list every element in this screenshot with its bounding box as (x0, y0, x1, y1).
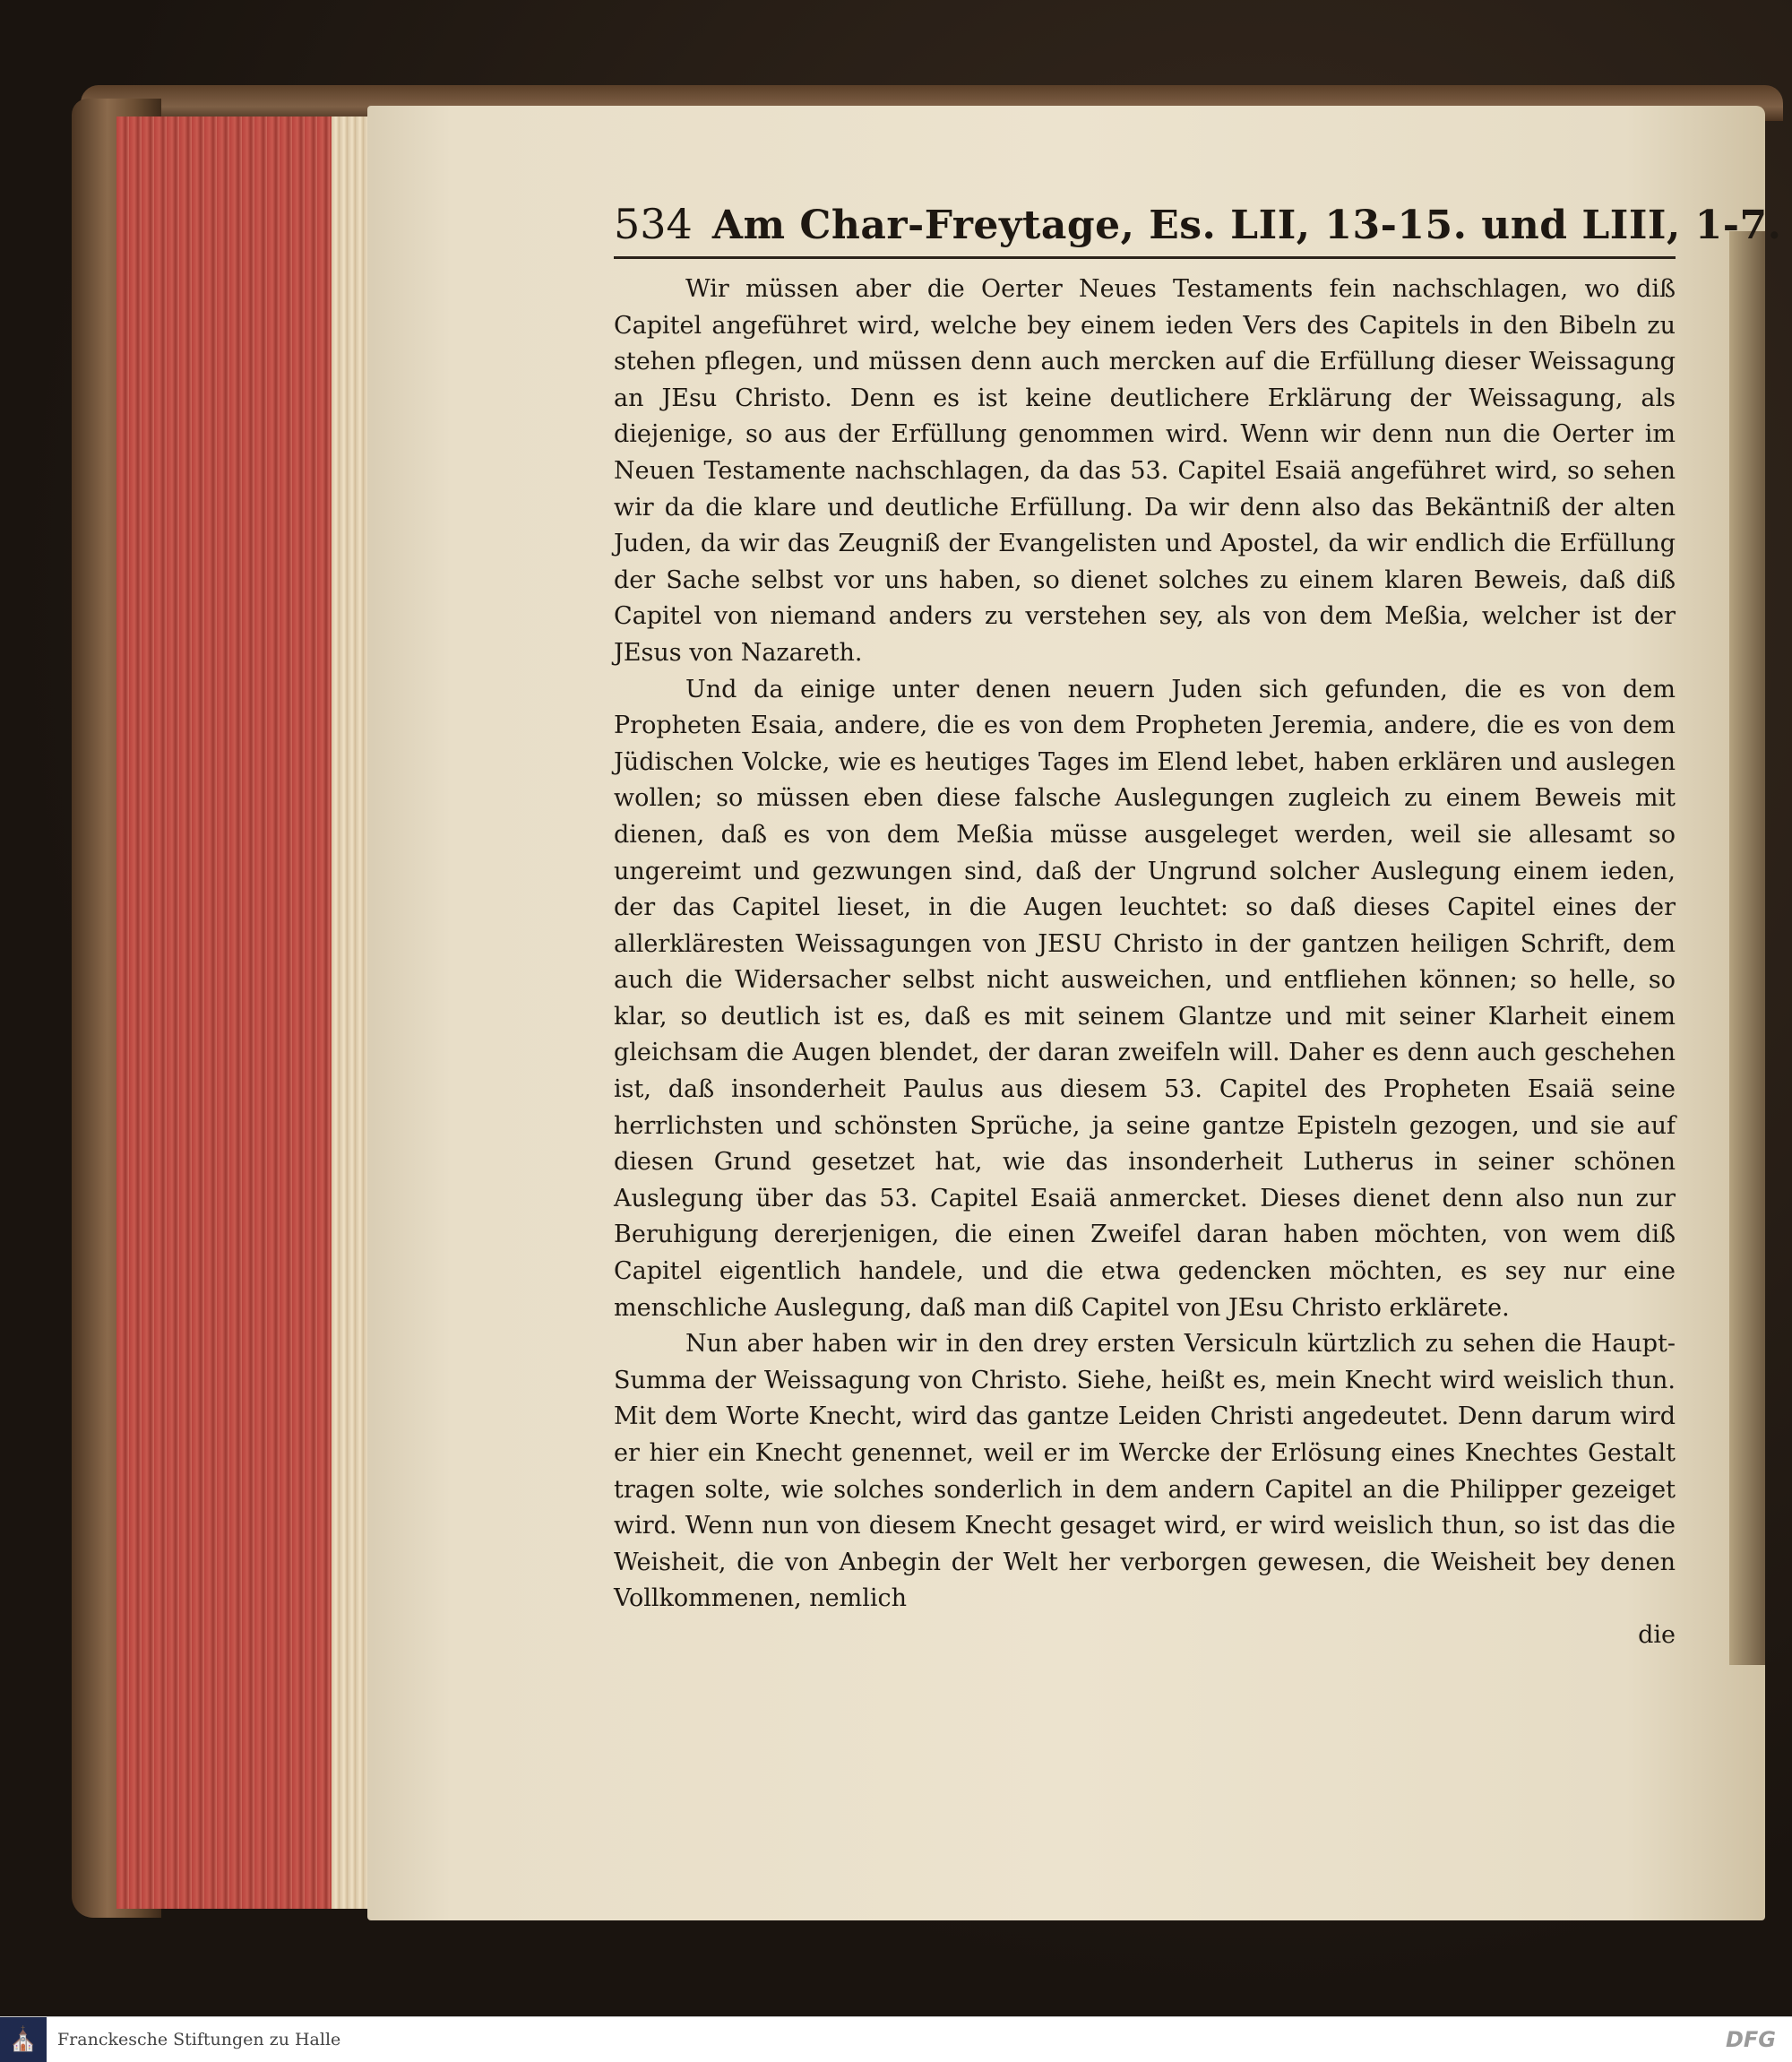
dfg-badge: DFG (1725, 2027, 1776, 2052)
running-title: Am Char-Freytage, Es. LII, 13-15. und LIII, 1-7. (711, 203, 1782, 248)
page-edges-red (116, 116, 385, 1909)
paragraph-3: Nun aber haben wir in den drey ersten Versiculn kürtzlich zu sehen die Haupt-Summa der Weissagung von Christo. Siehe, heißt es, mein Knecht wird weislich thun. Mit dem Worte Knecht, wird das gantze Leiden Christi angedeutet. Denn darum wird er hier ein Knecht genennet, weil er im Wercke der Erlösung eines Knechtes Gestalt tragen solte, wie solches sonderlich in dem andern Capitel an die Philipper gezeiget wird. Wenn nun von diesem Knecht gesaget wird, er wird weislich thun, so ist das die Weisheit, die von Anbegin der Welt her verborgen gewesen, die Weisheit bey denen Vollkommenen, nemlich (614, 1330, 1676, 1613)
institution-logo (0, 2017, 47, 2062)
running-head (614, 199, 1782, 259)
page-text-block (614, 199, 1782, 1653)
gutter-shadow (1729, 231, 1765, 1665)
institution-name: Franckesche Stiftungen zu Halle (57, 2030, 341, 2049)
paragraph-2: Und da einige unter denen neuern Juden sich gefunden, die es von dem Propheten Esaia, andere, die es von dem Propheten Jeremia, andere, die es von dem Jüdischen Volcke, wie es heutiges Tages im Elend lebet, haben erklären und auslegen wollen; so müssen eben diese falsche Auslegungen zugleich zu einem Beweis mit dienen, daß es von dem Meßia müsse ausgeleget werden, weil sie allesamt so ungereimt und gezwungen sind, daß der Ungrund solcher Auslegung einem ieden, der das Capitel lieset, in die Augen leuchtet: so daß dieses Capitel eines der allerkläresten Weissagungen von JESU Christo in der gantzen heiligen Schrift, dem auch die Widersacher selbst nicht ausweichen, und entfliehen können; so helle, so klar, so deutlich ist es, daß es mit seinem Glantze und mit seiner Klarheit einem gleichsam die Augen blendet, der daran zweifeln will. Daher es denn auch geschehen ist, daß insonderheit Paulus aus diesem 53. Capitel des Propheten Esaiä seine herrlichsten und schönsten Sprüche, ja seine gantze Episteln gezogen, und sie auf diesen Grund gesetzet hat, wie das insonderheit Lutherus in seiner schönen Auslegung über das 53. Capitel Esaiä anmercket. Dieses dienet denn also nun zur Beruhigung dererjenigen, die einen Zweifel daran haben möchten, von wem diß Capitel eigentlich handele, und die etwa gedencken möchten, es sey nur eine menschliche Auslegung, daß man diß Capitel von JEsu Christo erklärete. (614, 675, 1676, 1322)
page-number: 534 (614, 200, 693, 248)
catchword: die (1638, 1620, 1676, 1649)
paragraph-1: Wir müssen aber die Oerter Neues Testaments fein nachschlagen, wo diß Capitel angeführet wird, welche bey einem ieden Vers des Capitels in den Bibeln zu stehen pflegen, und müssen denn auch mercken auf die Erfüllung dieser Weissagung an JEsu Christo. Denn es ist keine deutlichere Erklärung der Weissagung, als diejenige, so aus der Erfüllung genommen wird. Wenn wir denn nun die Oerter im Neuen Testamente nachschlagen, da das 53. Capitel Esaiä angeführet wird, so sehen wir da die klare und deutliche Erfüllung. Da wir denn also das Bekäntniß der alten Juden, da wir das Zeugniß der Evangelisten und Apostel, da wir endlich die Erfüllung der Sache selbst vor uns haben, so dienet solches zu einem klaren Beweis, daß diß Capitel von niemand anders zu verstehen sey, als von dem Meßia, welcher ist der JEsus von Nazareth. (614, 275, 1676, 667)
logo-icon: ⛪ (8, 2026, 39, 2053)
body-text (614, 272, 1676, 1618)
viewer-footer (0, 2016, 1792, 2062)
